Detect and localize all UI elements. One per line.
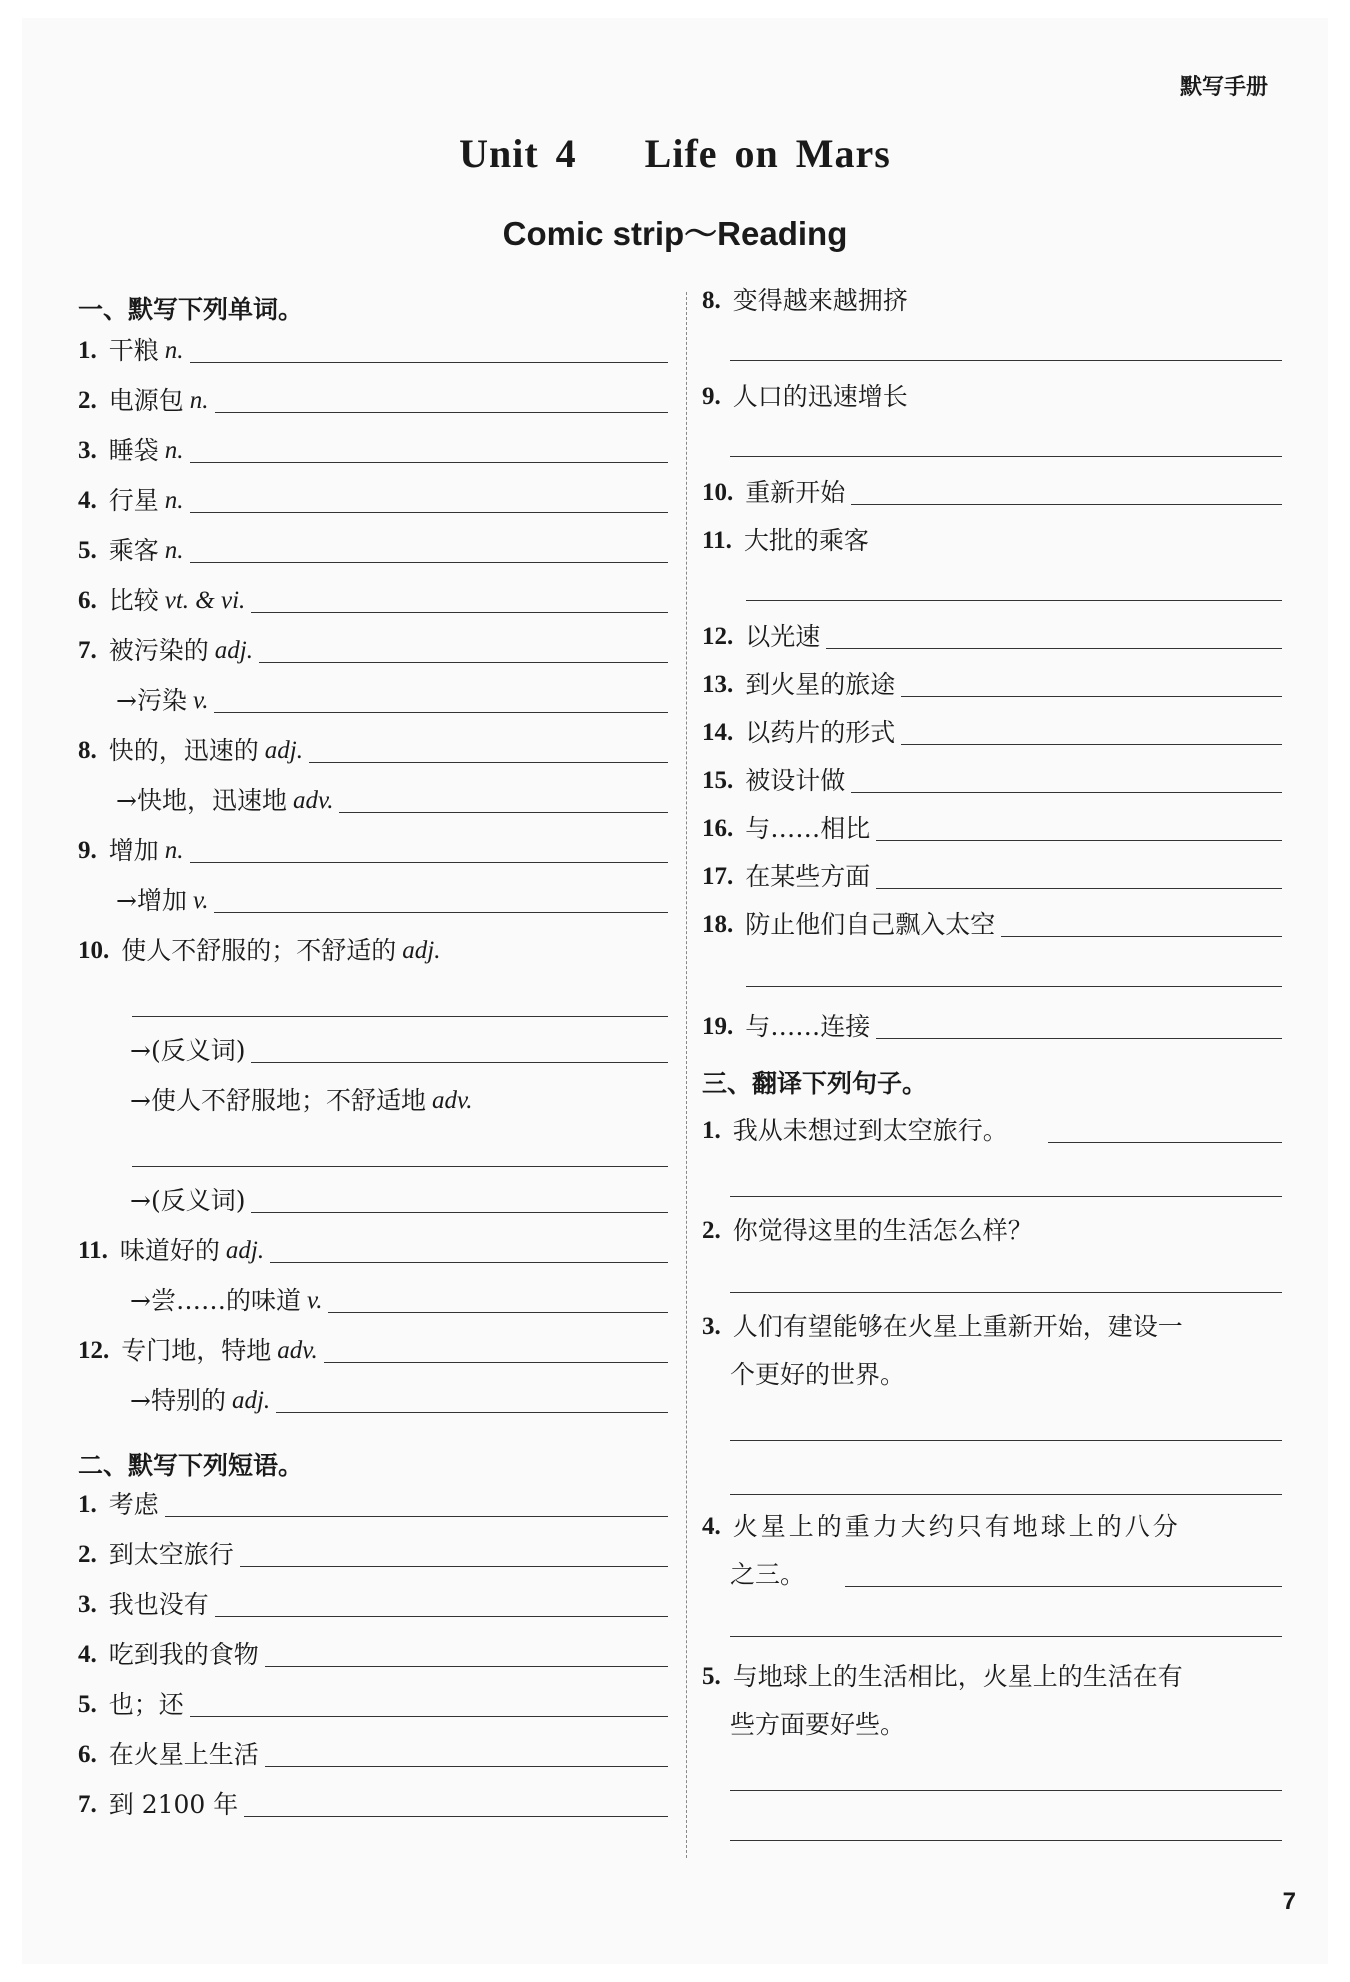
item-number: 10. (78, 937, 110, 964)
item-text: →特别的 (130, 1386, 226, 1415)
word-item (78, 938, 668, 963)
sentence-item (702, 1118, 1282, 1143)
phrase-item (702, 672, 1282, 697)
item-number: 8. (78, 737, 97, 764)
item-text: 快的，迅速的 (108, 736, 259, 765)
item-number: 10. (702, 479, 734, 506)
phrase-item (78, 1642, 668, 1667)
item-text: 与……连接 (745, 1012, 871, 1041)
answer-blank[interactable] (901, 672, 1282, 697)
answer-blank[interactable] (190, 338, 668, 363)
item-text: 味道好的 (119, 1236, 220, 1265)
part-of-speech: adj. (402, 937, 441, 964)
word-subitem (130, 1288, 668, 1313)
answer-blank[interactable] (851, 768, 1282, 793)
answer-blank[interactable] (1001, 912, 1282, 937)
word-subitem (130, 1088, 668, 1113)
item-number: 1. (78, 337, 97, 364)
phrase-item (702, 384, 1282, 409)
word-item (78, 1238, 668, 1263)
word-item (78, 738, 668, 763)
answer-blank[interactable] (730, 1292, 1282, 1293)
item-number: 2. (78, 1541, 97, 1568)
answer-blank[interactable] (730, 1196, 1282, 1197)
answer-blank[interactable] (190, 1692, 668, 1717)
item-text: 你觉得这里的生活怎么样？ (732, 1216, 1033, 1245)
item-number: 11. (702, 527, 732, 554)
answer-blank[interactable] (132, 1166, 668, 1167)
sentence-item (702, 1314, 1282, 1339)
answer-blank[interactable] (240, 1542, 668, 1567)
item-number: 3. (78, 437, 97, 464)
item-text: 与地球上的生活相比，火星上的生活在有 (732, 1662, 1183, 1691)
answer-blank[interactable] (214, 688, 668, 713)
item-text: 变得越来越拥挤 (732, 286, 908, 315)
part-of-speech: adv. (277, 1337, 318, 1364)
item-text: 到 2100 年 (108, 1790, 239, 1819)
answer-blank[interactable] (251, 1038, 668, 1063)
item-text: 我从未想过到太空旅行。 (732, 1116, 1008, 1145)
sentence-item (702, 1664, 1282, 1689)
item-text: 在火星上生活 (108, 1740, 259, 1769)
phrase-item (78, 1692, 668, 1717)
item-number: 13. (702, 671, 734, 698)
item-text: 防止他们自己飘入太空 (745, 910, 996, 939)
item-text: →污染 (116, 686, 187, 715)
item-number: 8. (702, 287, 721, 314)
item-text: 行星 (108, 486, 159, 515)
item-text: 比较 (108, 586, 159, 615)
part-of-speech: adj. (264, 737, 303, 764)
item-number: 16. (702, 815, 734, 842)
answer-blank[interactable] (339, 788, 668, 813)
item-number: 4. (78, 1641, 97, 1668)
phrase-item (78, 1592, 668, 1617)
item-number: 9. (78, 837, 97, 864)
answer-blank[interactable] (324, 1338, 668, 1363)
answer-blank[interactable] (730, 360, 1282, 361)
item-number: 2. (78, 387, 97, 414)
item-number: 15. (702, 767, 734, 794)
part-of-speech: adj. (231, 1387, 271, 1414)
item-number: 1. (78, 1491, 97, 1518)
answer-blank[interactable] (730, 1494, 1282, 1495)
phrase-item (702, 864, 1282, 889)
item-text: 专门地，特地 (121, 1336, 272, 1365)
item-text: 也；还 (108, 1690, 184, 1719)
answer-blank[interactable] (746, 986, 1282, 987)
item-number: 12. (78, 1337, 110, 1364)
word-subitem (130, 1038, 668, 1063)
word-item (78, 588, 668, 613)
answer-blank[interactable] (876, 864, 1282, 889)
phrase-item (702, 768, 1282, 793)
item-text: 被设计做 (745, 766, 846, 795)
answer-blank[interactable] (276, 1388, 668, 1413)
answer-blank[interactable] (901, 720, 1282, 745)
word-item (78, 638, 668, 663)
item-number: 18. (702, 911, 734, 938)
answer-blank[interactable] (746, 600, 1282, 601)
answer-blank[interactable] (730, 1440, 1282, 1441)
phrase-item (702, 528, 1282, 553)
word-item (78, 538, 668, 563)
sentence-item-continued (730, 1362, 1282, 1387)
item-text: →使人不舒服地；不舒适地 (130, 1086, 426, 1115)
header-tag: 默写手册 (1179, 75, 1268, 100)
phrase-item (702, 720, 1282, 745)
item-number: 7. (78, 1791, 97, 1818)
answer-blank[interactable] (1048, 1118, 1282, 1143)
item-number: 6. (78, 587, 97, 614)
item-number: 1. (702, 1117, 721, 1144)
phrase-item (78, 1542, 668, 1567)
section-heading-words: 一、默写下列单词。 (78, 295, 304, 324)
answer-blank[interactable] (309, 738, 668, 763)
sentence-item-continued (730, 1562, 1282, 1587)
phrase-item (78, 1742, 668, 1767)
item-text: 睡袋 (108, 436, 159, 465)
answer-blank[interactable] (259, 638, 668, 663)
item-number: 14. (702, 719, 734, 746)
item-text: →(反义词) (130, 1036, 246, 1065)
part-of-speech: n. (164, 537, 184, 564)
answer-blank[interactable] (251, 1188, 668, 1213)
part-of-speech: vt. & vi. (164, 587, 246, 614)
word-item (78, 388, 668, 413)
sentence-item (702, 1218, 1282, 1243)
answer-blank[interactable] (190, 438, 668, 463)
page-number: 7 (1282, 1888, 1296, 1915)
part-of-speech: adj. (225, 1237, 265, 1264)
item-text: 到火星的旅途 (745, 670, 896, 699)
phrase-item (702, 912, 1282, 937)
answer-blank[interactable] (265, 1642, 668, 1667)
item-number: 5. (78, 1691, 97, 1718)
item-text: 电源包 (108, 386, 184, 415)
answer-blank[interactable] (215, 388, 668, 413)
item-text: 个更好的世界。 (730, 1360, 906, 1389)
item-number: 11. (78, 1237, 108, 1264)
answer-blank[interactable] (244, 1792, 668, 1817)
item-text: 在某些方面 (745, 862, 871, 891)
word-subitem (130, 1388, 668, 1413)
item-text: →(反义词) (130, 1186, 246, 1215)
sentence-item (702, 1514, 1282, 1539)
item-text: 我也没有 (108, 1590, 209, 1619)
item-number: 9. (702, 383, 721, 410)
word-subitem (116, 888, 668, 913)
answer-blank[interactable] (328, 1288, 668, 1313)
answer-blank[interactable] (851, 480, 1282, 505)
phrase-item (702, 624, 1282, 649)
part-of-speech: v. (306, 1287, 323, 1314)
part-of-speech: adv. (431, 1087, 473, 1114)
item-text: 火星上的重力大约只有地球上的八分 (732, 1512, 1181, 1541)
answer-blank[interactable] (730, 1636, 1282, 1637)
answer-blank[interactable] (190, 538, 668, 563)
item-number: 3. (78, 1591, 97, 1618)
answer-blank[interactable] (215, 1592, 668, 1617)
answer-blank[interactable] (730, 1840, 1282, 1841)
item-text: 人们有望能够在火星上重新开始，建设一 (732, 1312, 1183, 1341)
part-of-speech: n. (164, 437, 184, 464)
item-number: 4. (702, 1513, 721, 1540)
word-item (78, 438, 668, 463)
item-number: 12. (702, 623, 734, 650)
item-text: 考虑 (108, 1490, 159, 1519)
section-heading-phrases: 二、默写下列短语。 (78, 1451, 304, 1480)
item-number: 5. (78, 537, 97, 564)
word-subitem (130, 1188, 668, 1213)
answer-blank[interactable] (845, 1562, 1282, 1587)
item-text: 大批的乘客 (743, 526, 869, 555)
word-item (78, 488, 668, 513)
answer-blank[interactable] (190, 838, 668, 863)
answer-blank[interactable] (826, 624, 1282, 649)
answer-blank[interactable] (265, 1742, 668, 1767)
item-number: 7. (78, 637, 97, 664)
item-text: 使人不舒服的；不舒适的 (121, 936, 397, 965)
answer-blank[interactable] (270, 1238, 668, 1263)
item-text: →增加 (116, 886, 187, 915)
section-heading-sentences: 三、翻译下列句子。 (702, 1069, 928, 1098)
item-text: 被污染的 (108, 636, 209, 665)
answer-blank[interactable] (214, 888, 668, 913)
phrase-item (78, 1792, 668, 1817)
column-divider (686, 292, 687, 1858)
part-of-speech: adj. (214, 637, 253, 664)
answer-blank[interactable] (876, 1014, 1282, 1039)
item-text: →快地，迅速地 (116, 786, 287, 815)
item-number: 6. (78, 1741, 97, 1768)
item-text: 吃到我的食物 (108, 1640, 259, 1669)
item-text: 之三。 (730, 1560, 806, 1589)
part-of-speech: n. (189, 387, 209, 414)
word-item (78, 338, 668, 363)
item-text: 增加 (108, 836, 159, 865)
phrase-item (702, 1014, 1282, 1039)
part-of-speech: v. (192, 887, 209, 914)
item-text: 到太空旅行 (108, 1540, 234, 1569)
item-number: 4. (78, 487, 97, 514)
word-item (78, 838, 668, 863)
word-subitem (116, 688, 668, 713)
part-of-speech: n. (164, 337, 184, 364)
answer-blank[interactable] (876, 816, 1282, 841)
item-text: 人口的迅速增长 (732, 382, 908, 411)
worksheet-page (22, 18, 1328, 1964)
sentence-item-continued (730, 1712, 1282, 1737)
item-text: 以光速 (745, 622, 821, 651)
phrase-item (702, 288, 1282, 313)
part-of-speech: v. (192, 687, 209, 714)
item-text: 重新开始 (745, 478, 846, 507)
item-text: 些方面要好些。 (730, 1710, 906, 1739)
page-subtitle: Comic strip～Reading (502, 215, 848, 252)
item-text: 与……相比 (745, 814, 871, 843)
part-of-speech: n. (164, 837, 184, 864)
item-number: 2. (702, 1217, 721, 1244)
phrase-item (78, 1492, 668, 1517)
item-number: 5. (702, 1663, 721, 1690)
answer-blank[interactable] (730, 456, 1282, 457)
answer-blank[interactable] (132, 1016, 668, 1017)
word-subitem (116, 788, 668, 813)
item-text: 干粮 (108, 336, 159, 365)
answer-blank[interactable] (190, 488, 668, 513)
page-title: Unit 4 Life on Mars (459, 131, 891, 176)
item-text: →尝……的味道 (130, 1286, 301, 1315)
part-of-speech: adv. (292, 787, 334, 814)
item-number: 3. (702, 1313, 721, 1340)
item-number: 19. (702, 1013, 734, 1040)
answer-blank[interactable] (165, 1492, 668, 1517)
item-number: 17. (702, 863, 734, 890)
item-text: 乘客 (108, 536, 159, 565)
part-of-speech: n. (164, 487, 184, 514)
answer-blank[interactable] (730, 1790, 1282, 1791)
word-item (78, 1338, 668, 1363)
answer-blank[interactable] (251, 588, 668, 613)
phrase-item (702, 816, 1282, 841)
phrase-item (702, 480, 1282, 505)
item-text: 以药片的形式 (745, 718, 896, 747)
